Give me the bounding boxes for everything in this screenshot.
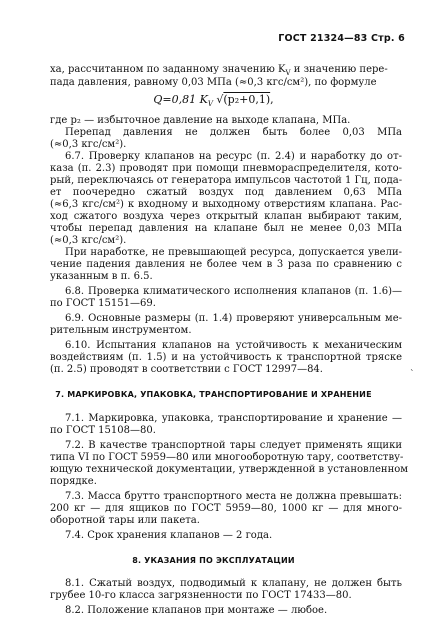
running-header: ГОСТ 21324—83 Стр. 6 <box>278 33 405 44</box>
text-line: рый, переключаясь от генератора импульсов частотой 1 Гц, пода- <box>50 175 403 186</box>
formula-text: Q=0,81 K <box>153 93 208 106</box>
text-line: ход сжатого воздуха через открытый клапан выбирают таким, <box>50 211 402 222</box>
text-line: ха, рассчитанном по заданному значению $K_V$ и значению пере- <box>50 64 388 77</box>
text-line: 6.9. Основные размеры (п. 1.4) проверяют универсальным ме- <box>65 313 402 324</box>
text-line: по ГОСТ 15151—69. <box>50 298 156 309</box>
section-heading: 7. МАРКИРОВКА, УПАКОВКА, ТРАНСПОРТИРОВАНИЕ И ХРАНЕНИЕ <box>55 390 372 399</box>
text-line: Перепад давления не должен быть более 0,03 МПа <box>65 127 402 138</box>
text-line: 8.1. Сжатый воздух, подводимый к клапану, не должен быть <box>65 578 402 589</box>
text-line: 6.7. Проверку клапанов на ресурс (п. 2.4) и наработку до от- <box>65 151 402 162</box>
text-line: оборотной тары или пакета. <box>50 515 200 526</box>
text-line: по ГОСТ 15108—80. <box>50 425 156 436</box>
section-heading: 8. УКАЗАНИЯ ПО ЭКСПЛУАТАЦИИ <box>132 556 295 565</box>
text-line: чтобы перепад давления на клапане был не менее 0,03 МПа <box>50 223 402 234</box>
text-line: При наработке, не превышающей ресурса, допускается увели- <box>65 247 402 258</box>
text-line: грубее 10-го класса загрязненности по ГОСТ 17433—80. <box>50 590 352 601</box>
text-line: 7.1. Маркировка, упаковка, транспортирование и хранение — <box>65 413 402 424</box>
text-line: (п. 2.5) проводят в соответствии с ГОСТ 12997—84. <box>50 364 323 375</box>
text-line: 7.2. В качестве транспортной тары следует применять ящики <box>65 440 402 451</box>
formula: Q=0,81 $K_V$ √(p₂+0,1), <box>153 93 274 109</box>
text-line: 8.2. Положение клапанов при монтаже — любое. <box>65 605 328 616</box>
text-line: воздействиям (п. 1.5) и на устойчивость к транспортной тряске <box>50 352 402 363</box>
text-line: 7.4. Срок хранения клапанов — 2 года. <box>65 530 273 541</box>
text-line: ет поочередно сжатый воздух под давлением 0,63 МПа <box>50 187 402 198</box>
text-line: указанным в п. 6.5. <box>50 271 153 282</box>
scan-speck: ˋ <box>410 370 415 380</box>
text-line: типа VI по ГОСТ 5959—80 или многооборотную тару, соответству- <box>50 452 404 463</box>
text-line: 6.8. Проверка климатического исполнения клапанов (п. 1.6)— <box>65 286 402 297</box>
text-line: 7.3. Масса брутто транспортного места не должна превышать: <box>65 491 402 502</box>
text-span: ха, рассчитанном по заданному значению K <box>50 64 286 75</box>
text-line: пада давления, равному 0,03 МПа (≈0,3 кгс/см²), по формуле <box>50 77 377 88</box>
formula-radicand: (p₂+0,1) <box>223 93 271 106</box>
text-line: (≈6,3 кгс/см²) к входному и выходному отверстиям клапана. Рас- <box>50 199 402 210</box>
text-line: чение падения давления не более чем в 3 раза по сравнению с <box>50 259 402 270</box>
text-line: 6.10. Испытания клапанов на устойчивость к механическим <box>65 340 402 351</box>
text-line: ющую технической документации, утвержденной в установленном <box>50 464 409 475</box>
text-line: (≈0,3 кгс/см²). <box>50 139 127 150</box>
text-span: и значению пере- <box>290 64 388 75</box>
text-line: рительным инструментом. <box>50 325 192 336</box>
text-line: (≈0,3 кгс/см²). <box>50 235 127 246</box>
text-line: где p₂ — избыточное давление на выходе клапана, МПа. <box>50 115 351 126</box>
text-line: порядке. <box>50 476 97 487</box>
text-line: 200 кг — для ящиков по ГОСТ 5959—80, 1000 кг — для много- <box>50 503 402 514</box>
text-line: каза (п. 2.3) проводят при помощи пневмораспределителя, кото- <box>50 163 402 174</box>
